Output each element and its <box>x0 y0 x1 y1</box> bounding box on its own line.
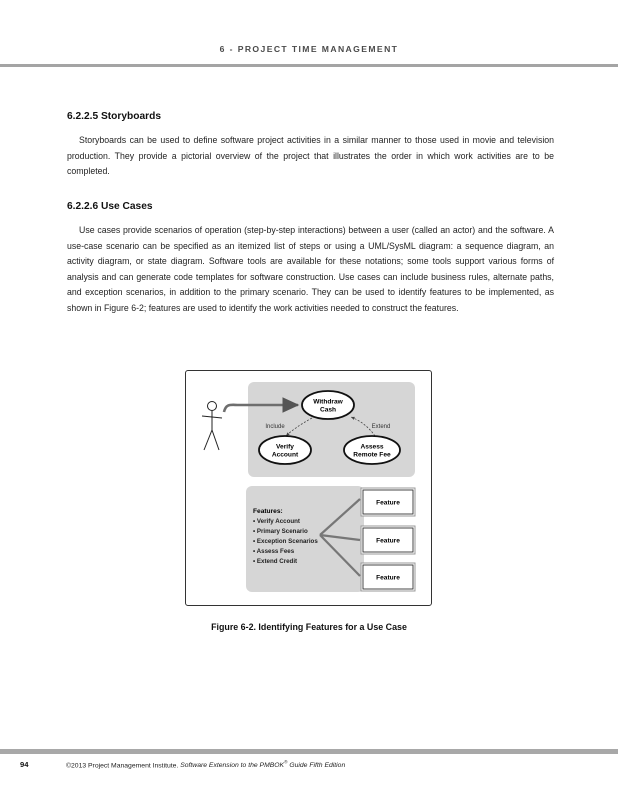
feature-box-1 <box>361 488 415 516</box>
verify-account-label-2: Account <box>271 451 299 459</box>
footer-copyright <box>66 760 345 769</box>
feature-box-3 <box>361 563 415 591</box>
features-title: Features: <box>253 508 283 515</box>
feature-bullet-3: • Exception Scenarios <box>253 538 318 545</box>
footer-book-title: Software Extension to the PMBOK® Guide Fifth Edition <box>180 760 346 770</box>
feature-bullet-1: • Verify Account <box>253 518 300 525</box>
feature-bullet-2: • Primary Scenario <box>253 528 308 535</box>
svg-text:Feature: Feature <box>376 574 400 582</box>
extend-label: Extend <box>371 424 391 430</box>
withdraw-cash-label-2: Cash <box>319 406 337 414</box>
header-rule <box>0 64 618 67</box>
include-label: Include <box>265 424 285 430</box>
actor-stick-figure-icon <box>202 402 222 451</box>
section-heading-storyboards: 6.2.2.5 Storyboards <box>67 111 161 122</box>
svg-text:Feature: Feature <box>376 537 400 545</box>
assess-remote-fee-label-2: Remote Fee <box>353 451 391 459</box>
withdraw-cash-label-1: Withdraw <box>313 398 343 406</box>
section-body-use-cases: Use cases provide scenarios of operation (step-by-step interactions) between a user (called an actor) and the software. A use-case scenario can be specified as an itemized list of steps or using a UML/SysML diagram: a sequence diagram, an activity diagram, or state diagram. Software tools are available for these notations; some tools support various forms of analysis and can generate code templates for software construction. Use cases can include business rules, alternate paths, and exception scenarios, in addition to the primary scenario. They can be used to identify features to be implemented, as shown in Figure 6-2; features are used to identify the work activities needed to construct the features. <box>67 225 554 313</box>
feature-box-2 <box>361 526 415 554</box>
svg-text:Feature: Feature <box>376 499 400 507</box>
section-body-storyboards: Storyboards can be used to define software project activities in a similar manner to those used in movie and television production. They provide a pictorial overview of the project that illustrates the order in which work activities are to be completed. <box>67 135 554 177</box>
footer-rule <box>0 749 618 754</box>
running-header: 6 - PROJECT TIME MANAGEMENT <box>219 44 399 54</box>
figure-caption: Figure 6-2. Identifying Features for a Use Case <box>211 622 407 632</box>
use-case-figure <box>185 370 432 606</box>
page-number: 94 <box>20 760 29 769</box>
section-heading-use-cases: 6.2.2.6 Use Cases <box>67 201 153 212</box>
feature-bullet-5: • Extend Credit <box>253 558 298 565</box>
feature-bullet-4: • Assess Fees <box>253 548 295 555</box>
assess-remote-fee-label-1: Assess <box>360 443 384 451</box>
verify-account-label-1: Verify <box>276 443 294 451</box>
footer-copyright-text: ©2013 Project Management Institute. <box>66 762 179 770</box>
use-case-diagram <box>186 371 433 607</box>
